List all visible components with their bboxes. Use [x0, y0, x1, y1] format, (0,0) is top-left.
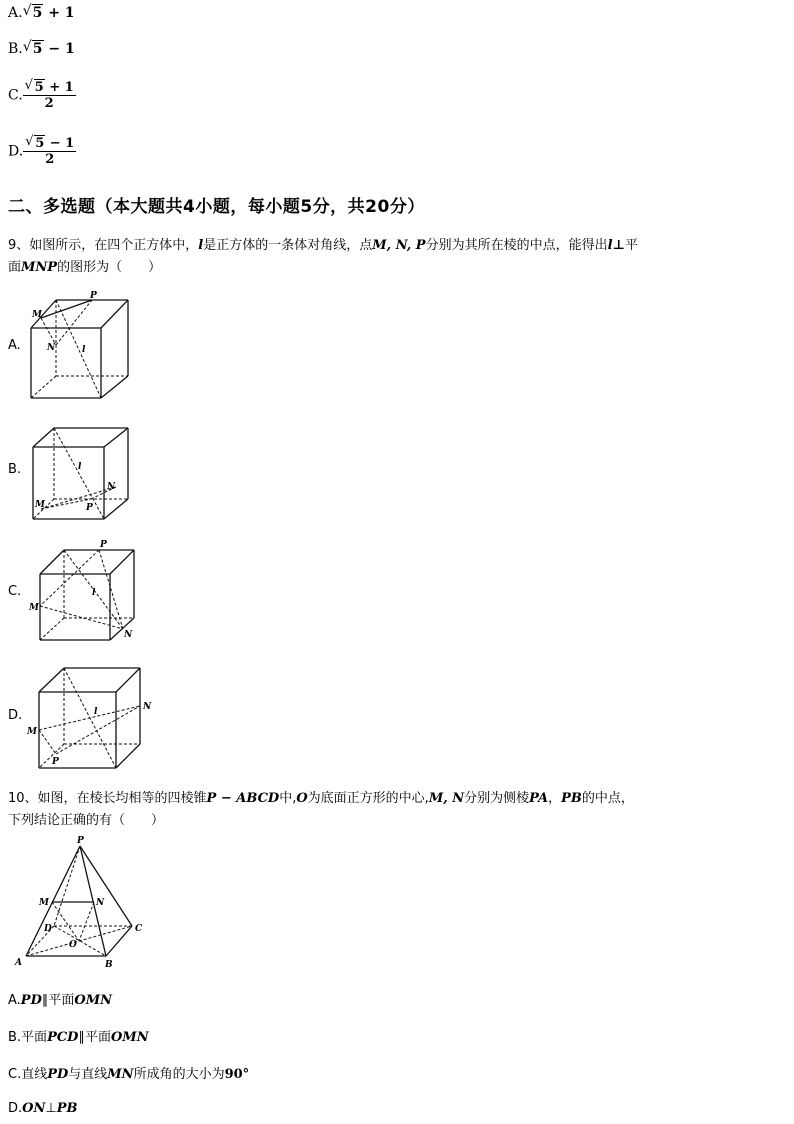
- label-n: N: [47, 343, 56, 353]
- label-p: P: [86, 503, 93, 513]
- label-c: C: [135, 924, 143, 934]
- math-o: O: [296, 791, 308, 806]
- fraction: [23, 136, 76, 167]
- label-l: l: [92, 588, 96, 598]
- q10-option-b[interactable]: B.平面PCD∥平面OMN: [8, 1030, 149, 1045]
- label-d: D: [44, 924, 52, 934]
- label-l: l: [82, 345, 86, 355]
- radicand: 5: [32, 41, 43, 57]
- math-plane-mnp: MNP: [21, 260, 58, 275]
- sqrt-symbol: [23, 40, 44, 58]
- radicand: 5: [34, 80, 44, 95]
- label-m: M: [39, 898, 49, 908]
- label-a: A: [15, 958, 22, 968]
- math-pa: PA: [529, 791, 549, 806]
- label-o: O: [69, 940, 77, 950]
- math-mn: M, N: [428, 791, 465, 806]
- denominator: 2: [45, 152, 55, 167]
- label-m: M: [32, 310, 42, 320]
- operator-term: − 1: [48, 41, 75, 57]
- denominator: 2: [44, 96, 54, 111]
- radicand: 5: [32, 5, 43, 21]
- label-n: N: [124, 630, 133, 640]
- operator-term: + 1: [48, 5, 75, 21]
- math-pabcd: P − ABCD: [206, 791, 280, 806]
- label-l: l: [78, 462, 82, 472]
- math-l: l: [198, 238, 204, 253]
- label-m: M: [29, 603, 39, 613]
- operator-term: − 1: [49, 136, 75, 151]
- q9-cube-figure-a: [26, 290, 136, 405]
- sqrt-symbol: [23, 4, 44, 22]
- label-p: P: [52, 757, 59, 767]
- label-n: N: [107, 482, 116, 492]
- label-n: N: [143, 702, 152, 712]
- q10-pyramid-figure: [12, 834, 147, 969]
- q9-option-b-label[interactable]: B.: [8, 462, 22, 477]
- option-prev-b[interactable]: [8, 40, 75, 58]
- q9-cube-figure-c: [26, 538, 141, 643]
- q9-option-d-label[interactable]: D.: [8, 708, 23, 723]
- option-prev-c[interactable]: [8, 80, 76, 111]
- q9-cube-figure-b: [26, 425, 136, 525]
- fraction: [23, 80, 76, 111]
- q9-option-a-label[interactable]: A.: [8, 338, 21, 353]
- label-p: P: [77, 836, 84, 846]
- q10-option-a[interactable]: A.PD∥平面OMN: [8, 993, 112, 1008]
- option-label: B.: [8, 41, 23, 57]
- label-p: P: [90, 291, 97, 301]
- option-label: D.: [8, 143, 24, 160]
- q10-option-d[interactable]: D.ON⊥PB: [8, 1101, 78, 1116]
- operator-term: + 1: [49, 80, 74, 95]
- label-m: M: [27, 727, 37, 737]
- q10-option-c[interactable]: C.直线PD与直线MN所成角的大小为90°: [8, 1067, 250, 1082]
- label-n: N: [96, 898, 105, 908]
- option-label: C.: [8, 87, 23, 104]
- section-title: 二、多选题（本大题共4小题，每小题5分，共20分）: [8, 197, 425, 217]
- math-pb: PB: [561, 791, 582, 806]
- option-prev-d[interactable]: [8, 136, 76, 167]
- math-mnp: M, N, P: [372, 238, 426, 253]
- q9-cube-figure-d: [26, 662, 158, 772]
- option-label: A.: [8, 5, 23, 21]
- question-9-stem: 9、如图所示，在四个正方体中，l是正方体的一条体对角线，点M, N, P分别为其所在棱的中点，能得出l⊥平 面MNP的图形为（ ）: [8, 238, 639, 275]
- q9-option-c-label[interactable]: C.: [8, 584, 22, 599]
- option-prev-a[interactable]: [8, 4, 75, 22]
- label-p: P: [100, 540, 107, 550]
- math-l-perp: l⊥: [607, 238, 626, 253]
- label-m: M: [35, 500, 45, 510]
- radicand: 5: [35, 136, 45, 151]
- question-10-stem: 10、如图，在棱长均相等的四棱锥P − ABCD中,O为底面正方形的中心,M, N分别为侧棱PA，PB的中点， 下列结论正确的有（ ）: [8, 791, 634, 828]
- label-b: B: [105, 960, 113, 970]
- label-l: l: [94, 707, 98, 717]
